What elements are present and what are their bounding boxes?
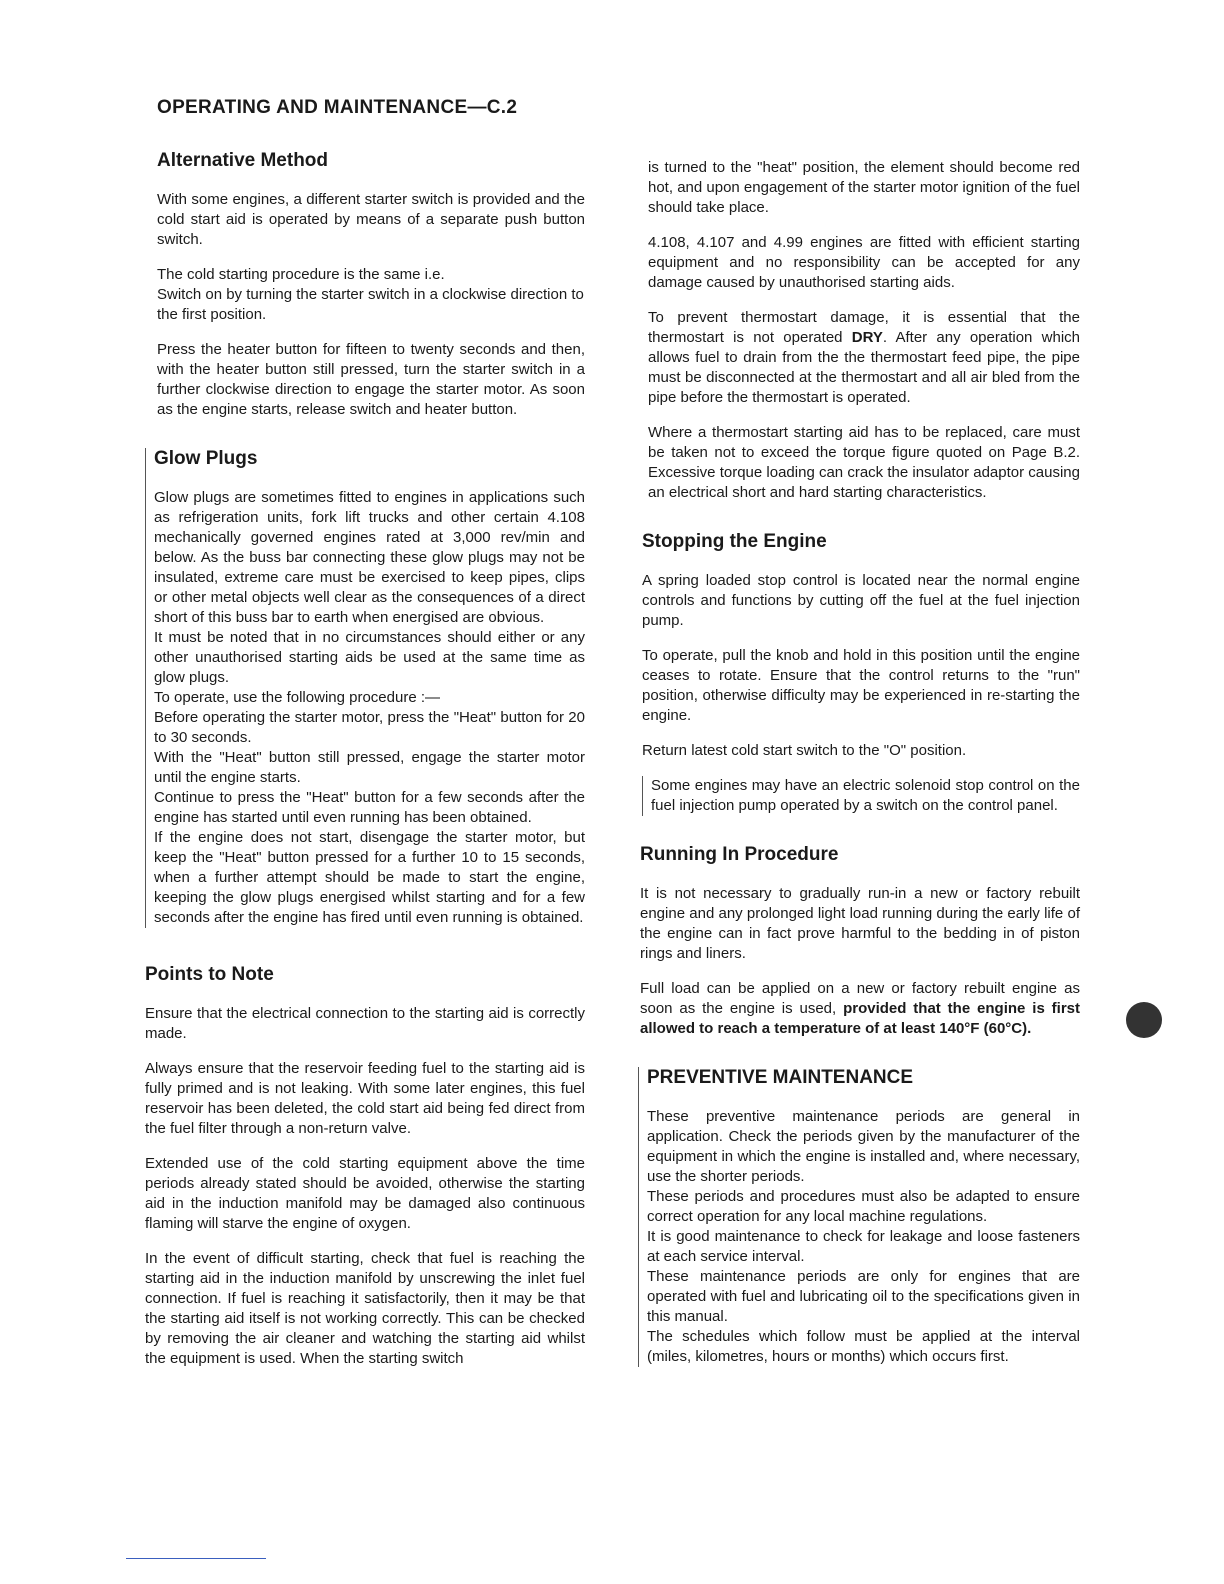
paragraph: Continue to press the "Heat" button for a few seconds after the engine has started until even running has been obtained. bbox=[154, 789, 585, 826]
heading-glow-plugs: Glow Plugs bbox=[154, 448, 258, 469]
paragraph: Where a thermostart starting aid has to be replaced, care must be taken not to exceed the torque figure quoted on Page B.2. Excessive torque loading can crack the insulator adaptor causing an electrical short and hard starting characteristics. bbox=[648, 424, 1080, 501]
paragraph-text: To prevent thermostart damage, it is essential that the thermostart is not operated bbox=[648, 309, 1080, 346]
right-column bbox=[638, 158, 1080, 1367]
paragraph: These periods and procedures must also be adapted to ensure correct operation for any local machine regulations. bbox=[647, 1188, 1080, 1225]
paragraph: To operate, pull the knob and hold in this position until the engine ceases to rotate. Ensure that the control returns to the "run" position, otherwise difficulty may be experienced in re-starting the engine. bbox=[642, 647, 1080, 724]
paragraph bbox=[640, 979, 1080, 1039]
punch-hole-mark bbox=[1126, 1002, 1162, 1038]
paragraph: These maintenance periods are only for engines that are operated with fuel and lubricating oil to the specifications given in this manual. bbox=[647, 1268, 1080, 1325]
paragraph: Glow plugs are sometimes fitted to engines in applications such as refrigeration units, fork lift trucks and other certain 4.108 mechanically governed engines rated at 3,000 rev/min and below. As the buss bar connecting these glow plugs may not be insulated, extreme care must be exercised to keep pipes, clips or other metal objects well clear as the consequences of a direct short of this buss bar to earth when energised are obvious. bbox=[154, 489, 585, 626]
page-title: OPERATING AND MAINTENANCE—C.2 bbox=[157, 97, 518, 118]
paragraph: These preventive maintenance periods are general in application. Check the periods given by the manufacturer of the equipment in which the engine is installed and, where necessary, use the shorter periods. bbox=[647, 1108, 1080, 1185]
paragraph-line: The cold starting procedure is the same i.e. bbox=[157, 266, 445, 283]
paragraph bbox=[157, 265, 585, 325]
paragraph: In the event of difficult starting, check that fuel is reaching the starting aid in the induction manifold by unscrewing the inlet fuel connection. If fuel is reaching it satisfactorily, then it may be that the starting aid itself is not working correctly. This can be checked by removing the air cleaner and watching the starting aid whilst the equipment is used. When the starting switch bbox=[145, 1250, 585, 1367]
paragraph bbox=[648, 308, 1080, 408]
paragraph: It must be noted that in no circumstances should either or any other unauthorised starting aids be used at the same time as glow plugs. bbox=[154, 629, 585, 686]
paragraph: Always ensure that the reservoir feeding fuel to the starting aid is fully primed and is not leaking. With some later engines, this fuel reservoir has been deleted, the cold start aid being fed direct from the fuel filter through a non-return valve. bbox=[145, 1060, 585, 1137]
paragraph: Some engines may have an electric solenoid stop control on the fuel injection pump operated by a switch on the control panel. bbox=[642, 776, 1080, 816]
section-glow-plugs bbox=[145, 448, 585, 928]
paragraph: Ensure that the electrical connection to the starting aid is correctly made. bbox=[145, 1005, 585, 1042]
heading-running-in-procedure: Running In Procedure bbox=[640, 844, 839, 865]
section-alternative-method bbox=[145, 150, 585, 420]
emphasis-temperature: provided that the engine is first allowed to reach a temperature of at least 140°F (60°C). bbox=[640, 1000, 1081, 1037]
paragraph: Extended use of the cold starting equipment above the time periods already stated should be avoided, otherwise the starting aid in the induction manifold may be damaged also continuous flaming will starve the engine of oxygen. bbox=[145, 1155, 585, 1232]
paragraph: With the "Heat" button still pressed, engage the starter motor until the engine starts. bbox=[154, 749, 585, 786]
paragraph-text: Full load can be applied on a new or factory rebuilt engine as soon as the engine is used, bbox=[640, 980, 1080, 1017]
section-preventive-maintenance bbox=[638, 1067, 1080, 1367]
paragraph: 4.108, 4.107 and 4.99 engines are fitted with efficient starting equipment and no responsibility can be accepted for any damage caused by unauthorised starting aids. bbox=[648, 234, 1080, 291]
section-stopping bbox=[638, 531, 1080, 816]
paragraph: A spring loaded stop control is located near the normal engine controls and functions by cutting off the fuel at the fuel injection pump. bbox=[642, 572, 1080, 629]
footer-rule bbox=[126, 1558, 266, 1559]
left-column bbox=[145, 150, 585, 1384]
paragraph: Press the heater button for fifteen to twenty seconds and then, with the heater button still pressed, turn the starter switch in a further clockwise direction to engage the starter motor. As soon as the engine starts, release switch and heater button. bbox=[157, 341, 585, 418]
heading-alternative-method: Alternative Method bbox=[157, 150, 329, 171]
paragraph: Return latest cold start switch to the "O" position. bbox=[642, 742, 967, 759]
paragraph: It is good maintenance to check for leakage and loose fasteners at each service interval. bbox=[647, 1228, 1080, 1265]
paragraph: is turned to the "heat" position, the element should become red hot, and upon engagement of the starter motor ignition of the fuel should take place. bbox=[648, 159, 1080, 216]
heading-preventive-maintenance: PREVENTIVE MAINTENANCE bbox=[647, 1067, 914, 1088]
paragraph: The schedules which follow must be applied at the interval (miles, kilometres, hours or months) which occurs first. bbox=[647, 1328, 1080, 1365]
heading-stopping-the-engine: Stopping the Engine bbox=[642, 531, 827, 552]
paragraph: Before operating the starter motor, press the "Heat" button for 20 to 30 seconds. bbox=[154, 709, 585, 746]
emphasis-dry: DRY bbox=[851, 329, 883, 346]
paragraph-text: . After any operation which allows fuel to drain from the the thermostart feed pipe, the pipe must be disconnected at the thermostart and all air bled from the pipe before the thermostart is operated. bbox=[648, 329, 1080, 406]
paragraph-line: Switch on by turning the starter switch in a clockwise direction to the first position. bbox=[157, 286, 584, 323]
section-continuation bbox=[638, 158, 1080, 503]
heading-points-to-note: Points to Note bbox=[145, 964, 274, 985]
paragraph: It is not necessary to gradually run-in a new or factory rebuilt engine and any prolonged light load running during the early life of the engine can in fact prove harmful to the bedding in of piston rings and liners. bbox=[640, 885, 1080, 962]
section-running-in bbox=[638, 844, 1080, 1039]
paragraph: With some engines, a different starter switch is provided and the cold start aid is operated by means of a separate push button switch. bbox=[157, 191, 585, 248]
paragraph: If the engine does not start, disengage the starter motor, but keep the "Heat" button pressed for a further 10 to 15 seconds, when a further attempt should be made to start the engine, keeping the glow plugs energised whilst starting and for a few seconds after the engine has fired until even running is obtained. bbox=[154, 829, 585, 926]
paragraph: To operate, use the following procedure :— bbox=[154, 689, 441, 706]
section-points-to-note bbox=[145, 964, 585, 1369]
